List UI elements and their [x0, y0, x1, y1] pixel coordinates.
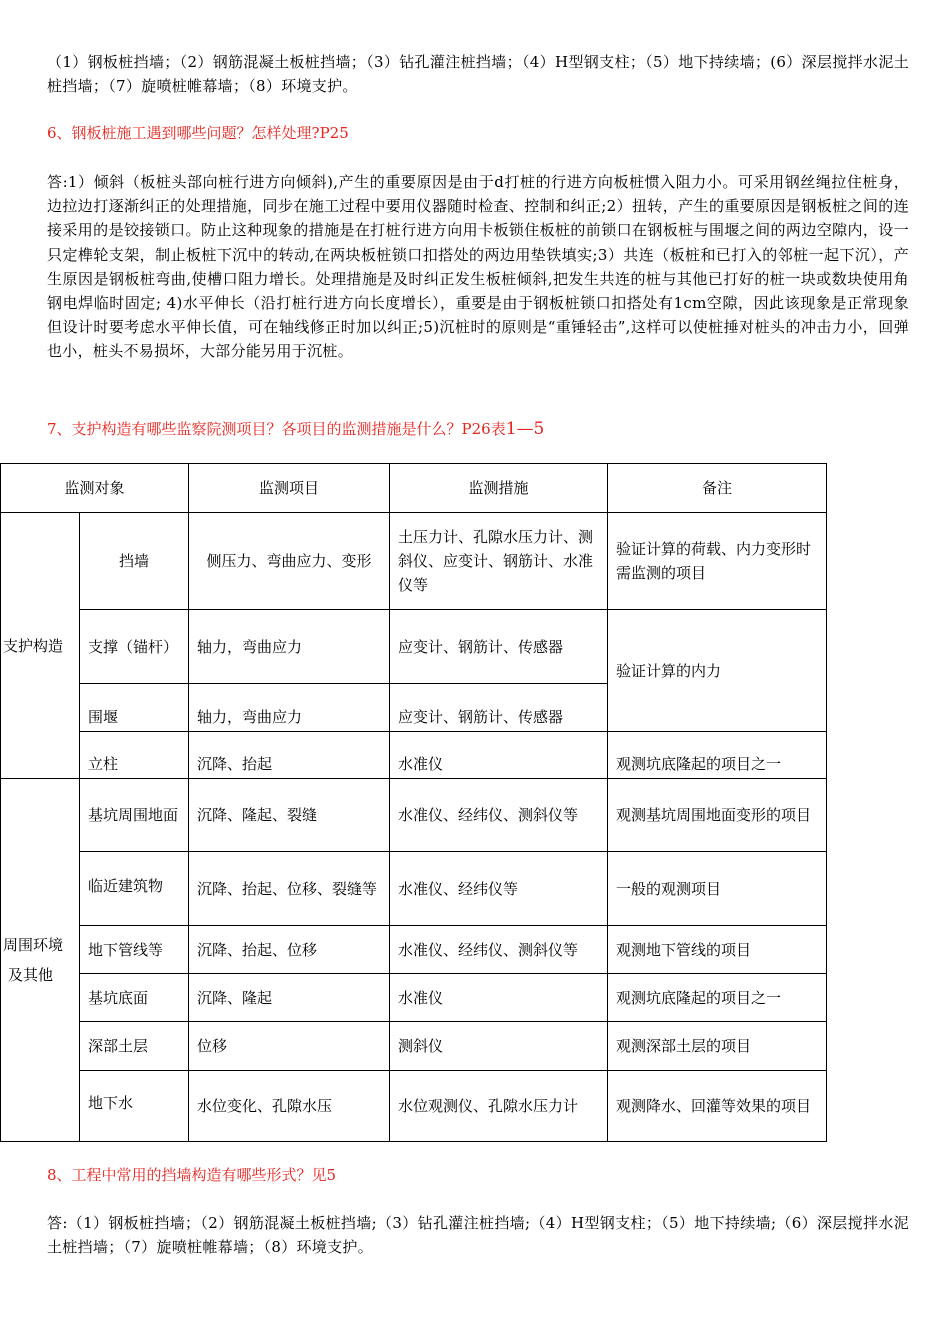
cell-item: 位移 — [189, 1022, 390, 1071]
cell-item: 轴力，弯曲应力 — [189, 610, 390, 684]
cell-note: 观测坑底隆起的项目之一 — [608, 732, 827, 779]
cell-method: 水准仪、经纬仪、测斜仪等 — [390, 926, 608, 974]
group-surroundings-line1: 周围环境 — [3, 936, 64, 954]
cell-method: 应变计、钢筋计、传感器 — [390, 684, 608, 732]
table-row — [1, 732, 827, 779]
table-row — [1, 513, 827, 610]
cell-item: 沉降、隆起 — [189, 974, 390, 1022]
table-row — [1, 926, 827, 974]
cell-object: 支撑（锚杆） — [80, 610, 189, 684]
header-monitoring-item: 监测项目 — [189, 464, 390, 513]
cell-note: 验证计算的荷载、内力变形时需监测的项目 — [608, 513, 827, 610]
question-8-answer: 答:（1）钢板桩挡墙；（2）钢筋混凝土板桩挡墙;（3）钻孔灌注桩挡墙;（4）H型钢支柱；（5）地下持续墙;（6）深层搅拌水泥土桩挡墙；（7）旋喷桩帷幕墙；（8）环境支护。 — [47, 1214, 909, 1257]
cell-method: 测斜仪 — [390, 1022, 608, 1071]
question-7-heading — [47, 417, 544, 441]
cell-object: 地下管线等 — [80, 926, 189, 974]
table-row — [1, 974, 827, 1022]
header-remark: 备注 — [608, 464, 827, 513]
cell-item: 轴力，弯曲应力 — [189, 684, 390, 732]
table-row — [1, 852, 827, 926]
question-8-heading: 8、工程中常用的挡墙构造有哪些形式？见5 — [47, 1166, 337, 1184]
cell-method: 水准仪、经纬仪等 — [390, 852, 608, 926]
header-monitoring-object: 监测对象 — [1, 464, 189, 513]
cell-item: 沉降、抬起、位移、裂缝等 — [189, 852, 390, 926]
cell-note: 观测深部土层的项目 — [608, 1022, 827, 1071]
header-monitoring-method: 监测措施 — [390, 464, 608, 513]
cell-method: 水准仪 — [390, 732, 608, 779]
question-6-heading: 6、钢板桩施工遇到哪些问题？怎样处理?P25 — [47, 124, 349, 142]
cell-note: 一般的观测项目 — [608, 852, 827, 926]
cell-object: 基坑底面 — [80, 974, 189, 1022]
cell-item: 侧压力、弯曲应力、变形 — [189, 513, 390, 610]
cell-object: 基坑周围地面 — [80, 779, 189, 852]
table-row — [1, 779, 827, 852]
intro-paragraph: （1）钢板桩挡墙；（2）钢筋混凝土板桩挡墙；（3）钻孔灌注桩挡墙；（4）H型钢支柱；（5）地下持续墙；(6）深层搅拌水泥土桩挡墙；（7）旋喷桩帷幕墙；（8）环境支护。 — [47, 53, 909, 96]
cell-item: 沉降、抬起、位移 — [189, 926, 390, 974]
monitoring-table — [0, 463, 827, 1142]
cell-object: 临近建筑物 — [80, 852, 189, 926]
cell-note: 观测基坑周围地面变形的项目 — [608, 779, 827, 852]
cell-object: 深部土层 — [80, 1022, 189, 1071]
cell-object: 立柱 — [80, 732, 189, 779]
cell-item: 沉降、隆起、裂缝 — [189, 779, 390, 852]
group-surroundings — [1, 779, 80, 1142]
table-row — [1, 1022, 827, 1071]
cell-object: 挡墙 — [80, 513, 189, 610]
cell-object: 围堰 — [80, 684, 189, 732]
question-7-table-ref: 1—5 — [505, 419, 545, 439]
cell-item: 水位变化、孔隙水压 — [189, 1071, 390, 1142]
group-support-structure: 支护构造 — [1, 513, 80, 779]
question-7-title: 7、支护构造有哪些监察院测项目？各项目的监测措施是什么？P26表 — [47, 420, 506, 438]
cell-method: 水准仪 — [390, 974, 608, 1022]
cell-object: 地下水 — [80, 1071, 189, 1142]
cell-method: 应变计、钢筋计、传感器 — [390, 610, 608, 684]
group-surroundings-line2: 及其他 — [8, 966, 54, 984]
cell-method: 土压力计、孔隙水压力计、测斜仪、应变计、钢筋计、水准仪等 — [390, 513, 608, 610]
cell-note: 观测地下管线的项目 — [608, 926, 827, 974]
cell-method: 水位观测仪、孔隙水压力计 — [390, 1071, 608, 1142]
cell-note: 验证计算的内力 — [608, 610, 827, 732]
table-header-row — [1, 464, 827, 513]
table-row — [1, 1071, 827, 1142]
cell-note: 观测坑底隆起的项目之一 — [608, 974, 827, 1022]
cell-item: 沉降、抬起 — [189, 732, 390, 779]
cell-method: 水准仪、经纬仪、测斜仪等 — [390, 779, 608, 852]
table-row — [1, 610, 827, 684]
question-6-answer: 答:1）倾斜（板桩头部向桩行进方向倾斜),产生的重要原因是由于d打桩的行进方向板桩惯入阻力小。可采用钢丝绳拉住桩身，边拉边打逐渐纠正的处理措施，同步在施工过程中要用仪器随时检查、控制和纠正;2）扭转，产生的重要原因是钢板桩之间的连接采用的是铰接锁口。防止这种现象的措施是在打桩行进方向用卡板锁住板桩的前锁口在钢板桩与围堰之间的两边空隙内，设一只定榫轮支架，制止板桩下沉中的转动,在两块板桩锁口扣搭处的两边用垫铁填实;3）共连（板桩和已打入的邻桩一起下沉），产生原因是钢板桩弯曲,使槽口阻力增长。处理措施是及时纠正发生板桩倾斜,把发生共连的桩与其他已打好的桩一块或数块使用角钢电焊临时固定; 4)水平伸长（沿打桩行进方向长度增长），重要是由于钢板桩锁口扣搭处有1cm空隙，因此该现象是正常现象但设计时要考虑水平伸长值，可在轴线修正时加以纠正;5)沉桩时的原则是“重锤轻击”,这样可以使桩捶对桩头的冲击力小，回弹也小，桩头不易损坏，大部分能另用于沉桩。 — [47, 173, 909, 361]
cell-note: 观测降水、回灌等效果的项目 — [608, 1071, 827, 1142]
